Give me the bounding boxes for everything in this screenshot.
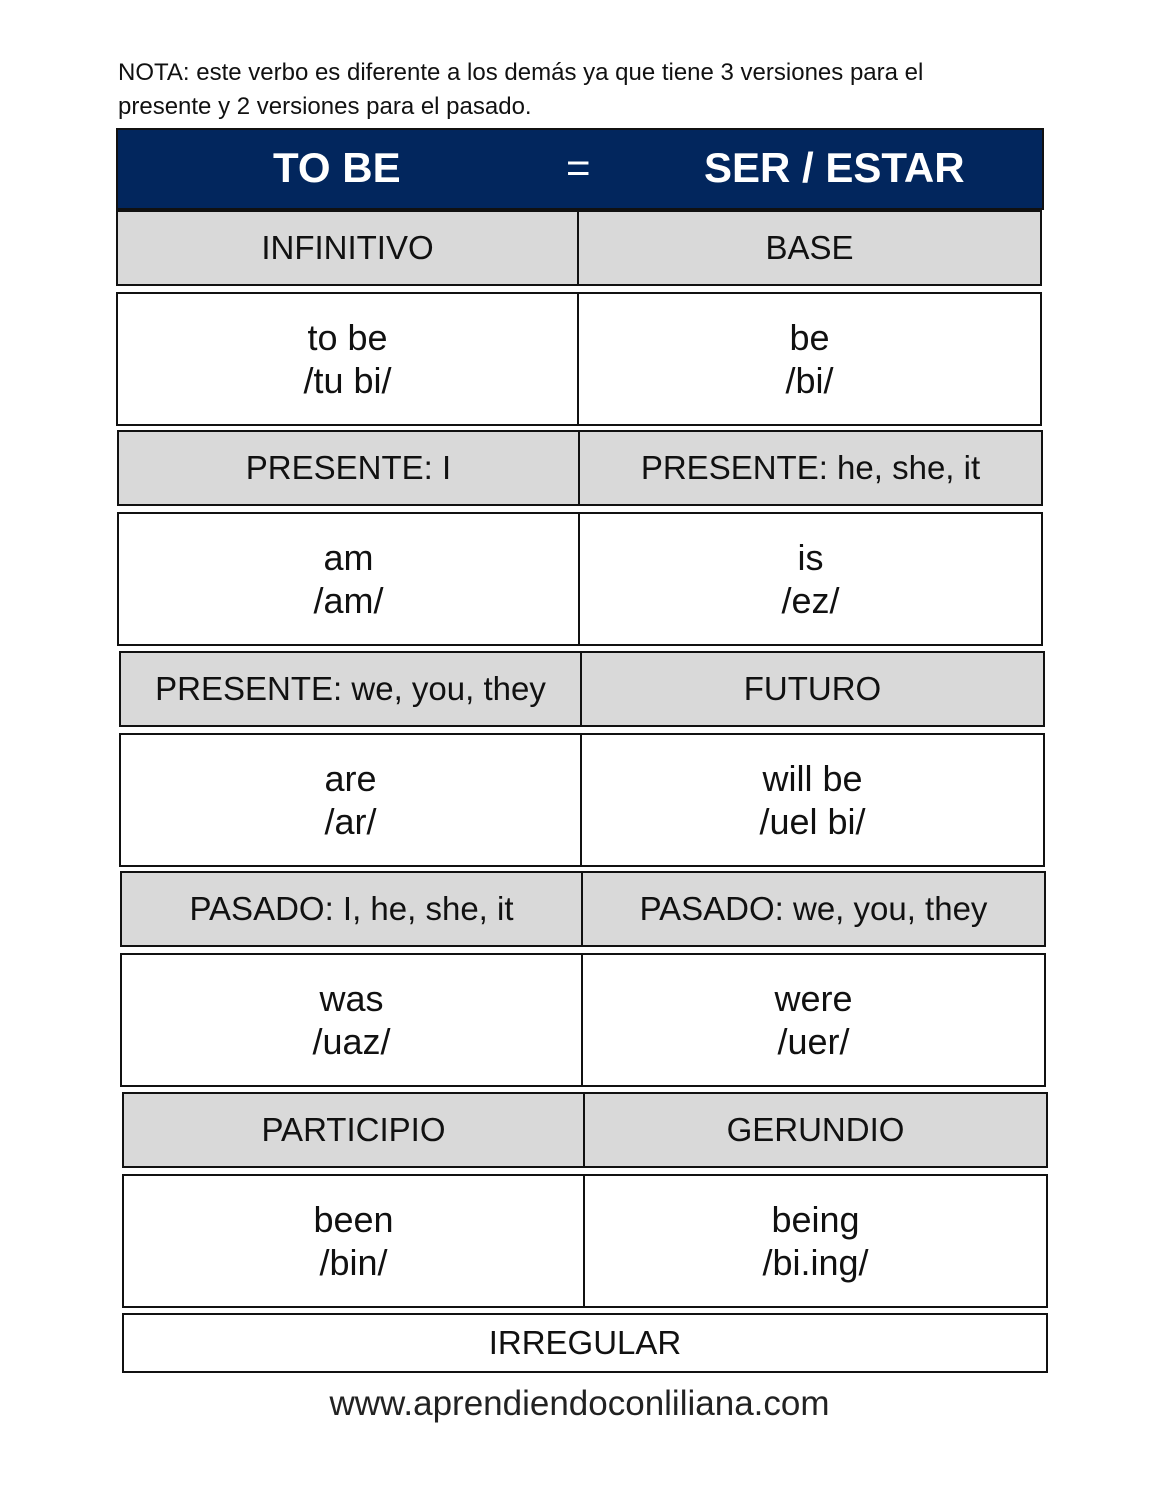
header-cell: GERUNDIO xyxy=(585,1092,1048,1168)
header-cell: PRESENTE: we, you, they xyxy=(119,651,582,727)
verb-form: being xyxy=(771,1199,860,1240)
header-row-4 xyxy=(120,871,1046,947)
pronunciation: /tu bi/ xyxy=(303,360,392,401)
header-cell: PASADO: we, you, they xyxy=(583,871,1046,947)
verb-form: were xyxy=(774,978,853,1019)
verb-title-bar xyxy=(116,128,1044,210)
pronunciation: /uer/ xyxy=(777,1021,850,1062)
verb-form: is xyxy=(797,537,824,578)
title-equals: = xyxy=(566,144,591,191)
pronunciation: /ar/ xyxy=(324,801,377,842)
header-row-2 xyxy=(117,430,1043,506)
header-row-3 xyxy=(119,651,1045,727)
value-row-4 xyxy=(120,953,1046,1087)
header-cell: FUTURO xyxy=(582,651,1045,727)
value-row-1 xyxy=(116,292,1042,426)
verb-form: was xyxy=(319,978,384,1019)
header-row-1 xyxy=(116,210,1042,286)
value-cell xyxy=(579,292,1042,426)
verb-form: been xyxy=(313,1199,394,1240)
header-cell: PARTICIPIO xyxy=(122,1092,585,1168)
verb-form: be xyxy=(789,317,830,358)
value-cell xyxy=(583,953,1046,1087)
value-cell xyxy=(119,733,582,867)
note-text: NOTA: este verbo es diferente a los demás ya que tiene 3 versiones para el presente y 2 versiones para el pasado. xyxy=(118,59,924,120)
value-cell xyxy=(580,512,1043,646)
value-cell xyxy=(122,1174,585,1308)
value-row-2 xyxy=(117,512,1043,646)
value-cell xyxy=(116,292,579,426)
header-cell: PRESENTE: I xyxy=(117,430,580,506)
header-cell: BASE xyxy=(579,210,1042,286)
website-link[interactable]: www.aprendiendoconliliana.com xyxy=(329,1384,830,1423)
pronunciation: /bi.ing/ xyxy=(762,1242,869,1283)
title-spanish: SER / ESTAR xyxy=(704,144,965,191)
pronunciation: /bi/ xyxy=(785,360,834,401)
value-cell xyxy=(117,512,580,646)
title-english: TO BE xyxy=(273,144,401,191)
verb-form: are xyxy=(324,758,377,799)
verb-form: to be xyxy=(307,317,388,358)
header-row-5 xyxy=(122,1092,1048,1168)
pronunciation: /uel bi/ xyxy=(759,801,866,842)
value-row-3 xyxy=(119,733,1045,867)
header-cell: PASADO: I, he, she, it xyxy=(120,871,583,947)
verb-form: will be xyxy=(762,758,863,799)
value-cell xyxy=(582,733,1045,867)
verb-type-row: IRREGULAR xyxy=(122,1313,1048,1373)
verb-form: am xyxy=(323,537,374,578)
pronunciation: /ez/ xyxy=(781,580,840,621)
pronunciation: /am/ xyxy=(313,580,384,621)
pronunciation: /uaz/ xyxy=(312,1021,391,1062)
value-cell xyxy=(120,953,583,1087)
value-cell xyxy=(585,1174,1048,1308)
pronunciation: /bin/ xyxy=(319,1242,388,1283)
value-row-5 xyxy=(122,1174,1048,1308)
header-cell: PRESENTE: he, she, it xyxy=(580,430,1043,506)
header-cell: INFINITIVO xyxy=(116,210,579,286)
